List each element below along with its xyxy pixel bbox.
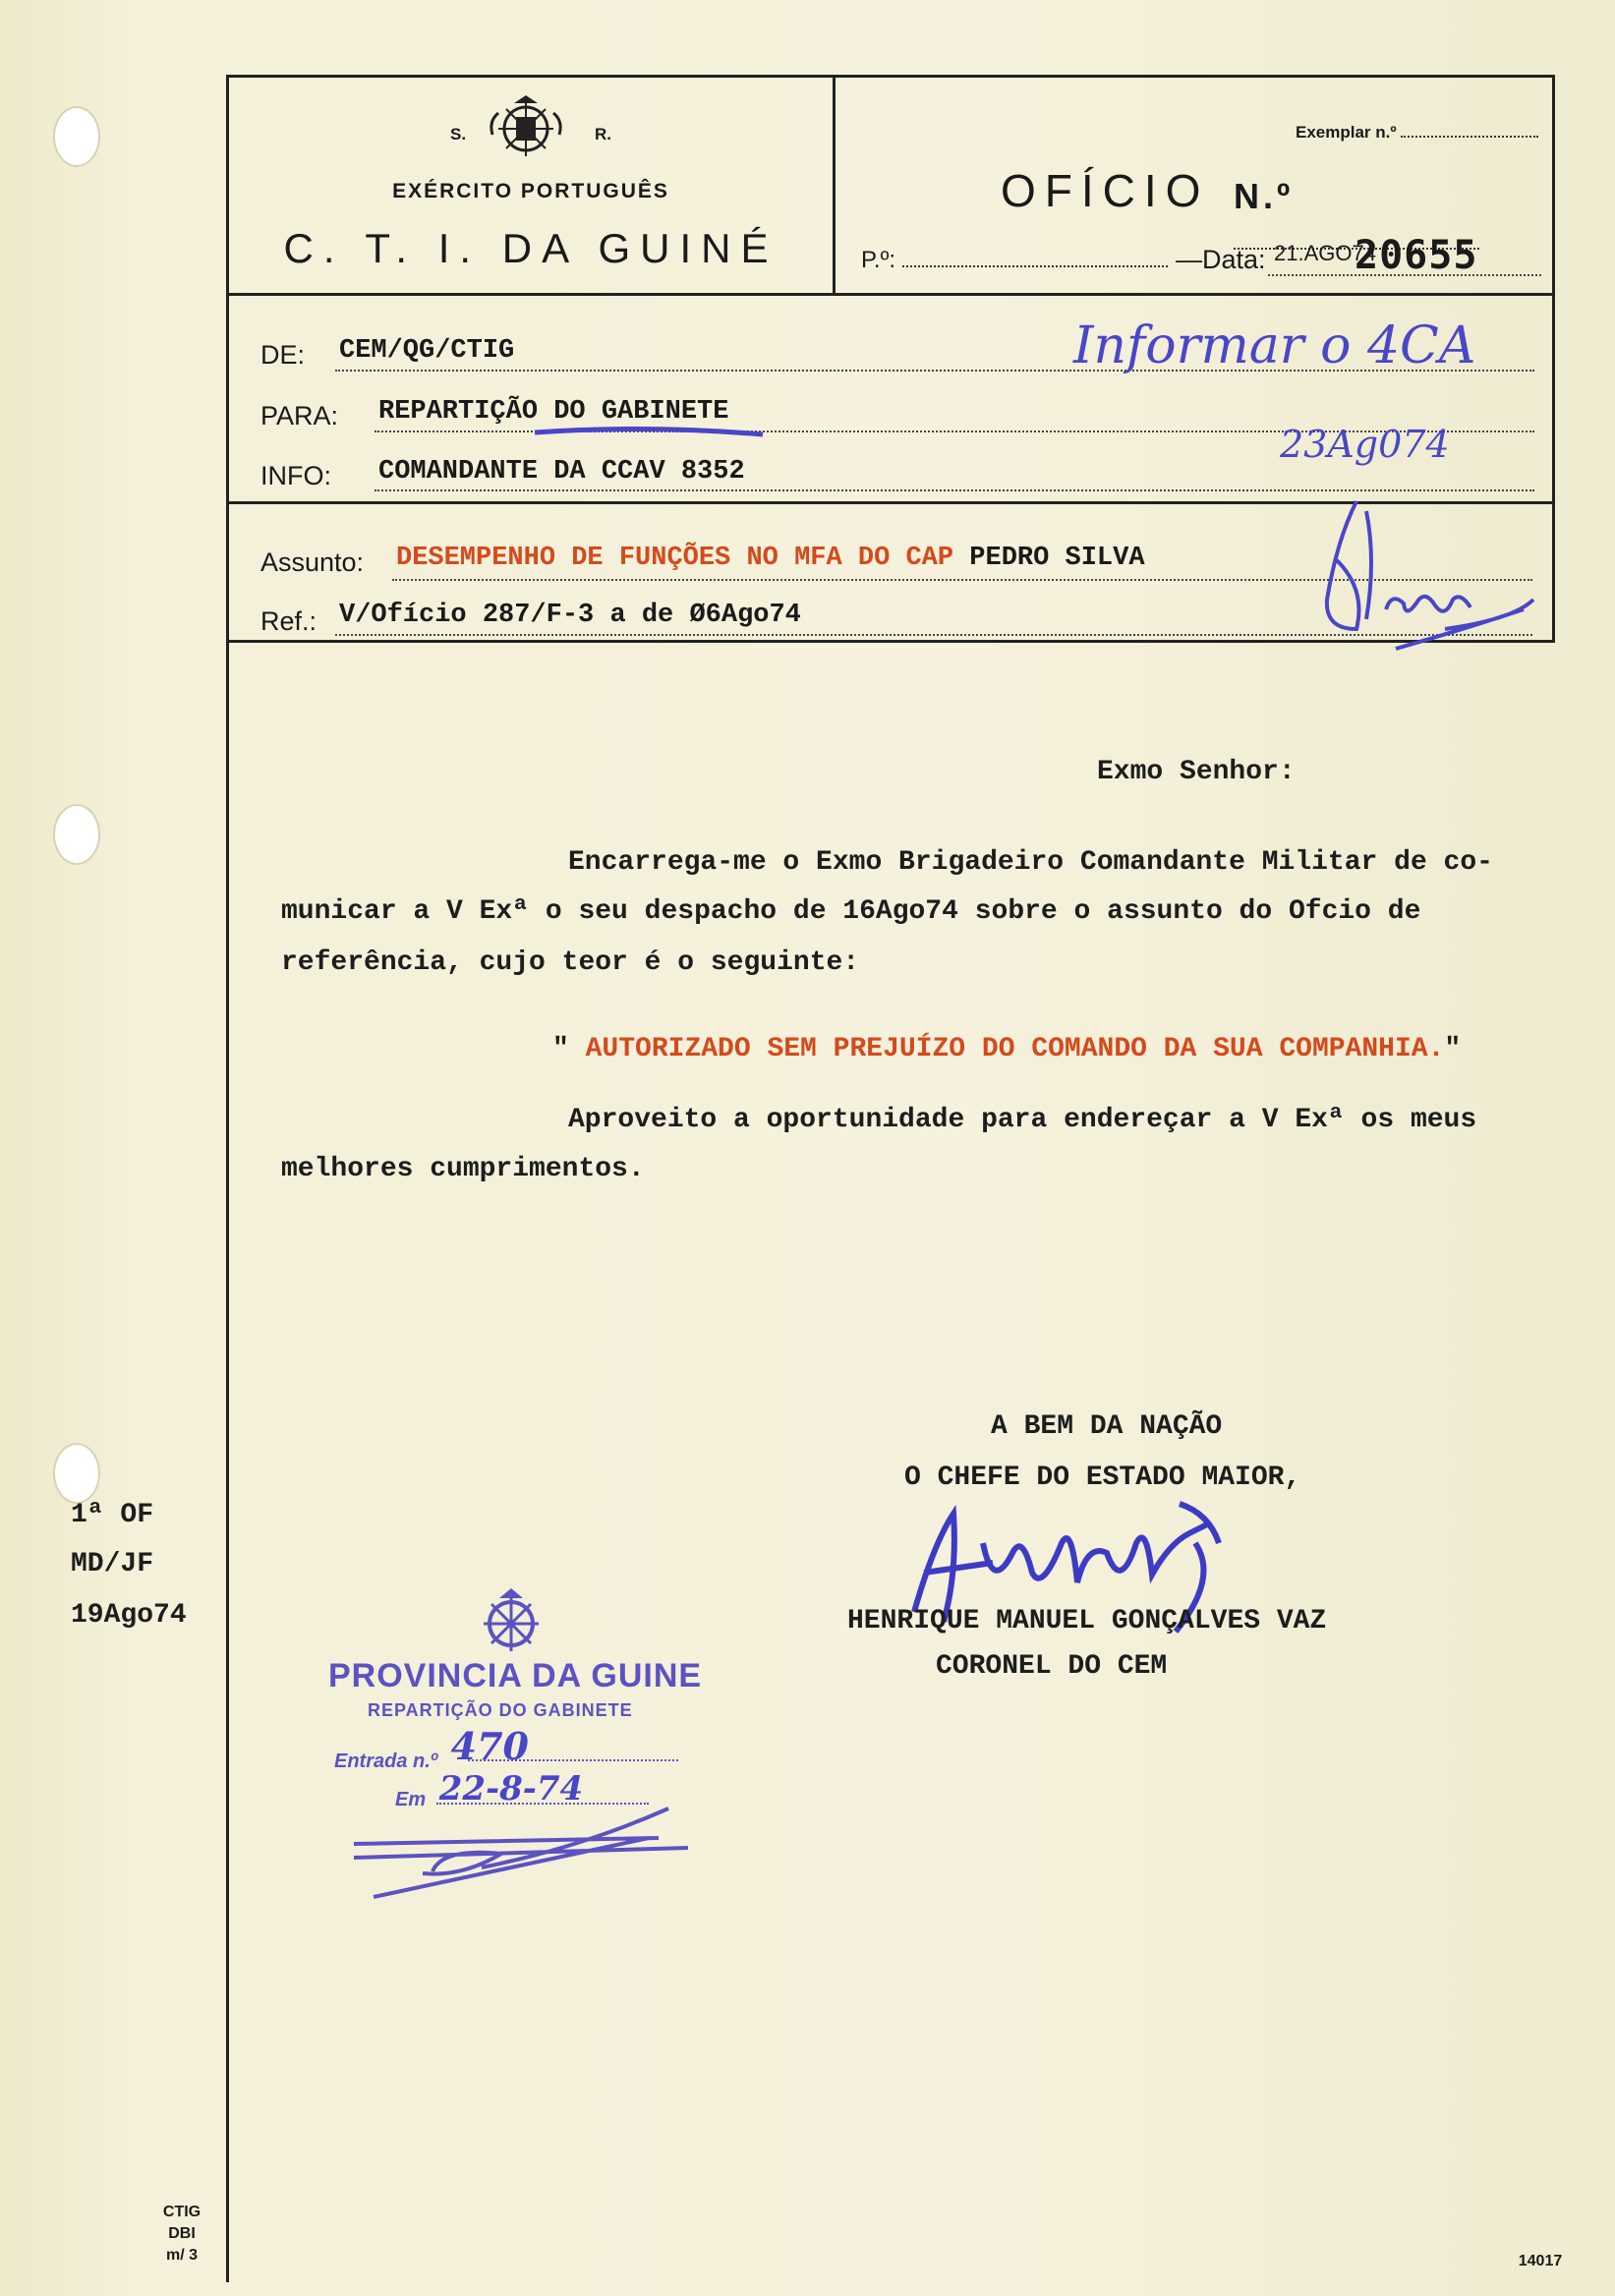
seal-letter-r: R. (595, 125, 611, 144)
unit-name: C. T. I. DA GUINÉ (283, 225, 779, 271)
stamp-em-value: 22-8-74 (438, 1769, 584, 1808)
salutation: Exmo Senhor: (1097, 757, 1296, 787)
closing-line-1: A BEM DA NAÇÃO (991, 1411, 1223, 1442)
signatory-name: HENRIQUE MANUEL GONÇALVES VAZ (847, 1606, 1327, 1636)
paragraph-1-line-3: referência, cujo teor é o seguinte: (281, 947, 860, 978)
exemplar-label: Exemplar n.º (1296, 123, 1538, 143)
assunto-value-name: PEDRO SILVA (969, 544, 1145, 573)
quote-open-mark: " (552, 1034, 569, 1064)
army-name: EXÉRCITO PORTUGUÊS (392, 180, 669, 202)
info-value: COMANDANTE DA CCAV 8352 (378, 457, 745, 487)
stamp-entrada-rule (468, 1759, 678, 1761)
left-margin-rule (226, 643, 229, 2282)
stamp-line-2: REPARTIÇÃO DO GABINETE (368, 1700, 633, 1720)
document-number-label: N.º (1234, 176, 1552, 258)
quoted-decision-text: AUTORIZADO SEM PREJUÍZO DO COMANDO DA SUA COMPANHIA. (585, 1034, 1445, 1064)
de-value: CEM/QG/CTIG (339, 336, 515, 366)
info-label: INFO: (260, 461, 331, 490)
document-type: OFÍCIO (1001, 165, 1210, 216)
form-code (147, 2202, 216, 2267)
margin-ref-line-1: 1ª OF (71, 1500, 154, 1530)
po-label: P.º: (861, 247, 1168, 274)
form-code-line-1: CTIG (162, 2204, 202, 2220)
stamp-initials-icon (334, 1799, 708, 1917)
quote-close-mark: " (1444, 1034, 1462, 1064)
exemplar-field (1401, 136, 1538, 138)
margin-ref-line-3: 19Ago74 (71, 1600, 187, 1631)
stamp-crest-icon (462, 1582, 560, 1661)
date-label: —Data: (1176, 245, 1266, 274)
assunto-value-highlight: DESEMPENHO DE FUNÇÕES NO MFA DO CAP (396, 544, 954, 573)
stamp-entrada-label: Entrada n.º (334, 1751, 438, 1772)
issuer-block (229, 78, 836, 293)
handwritten-initials (1298, 482, 1553, 678)
para-label: PARA: (260, 401, 339, 430)
stamp-line-1: PROVINCIA DA GUINE (328, 1657, 703, 1694)
stamp-entrada-value: 470 (450, 1724, 529, 1768)
margin-ref-line-2: MD/JF (71, 1549, 154, 1579)
para-value: REPARTIÇÃO DO GABINETE (378, 397, 729, 427)
registration-stamp-number: 20655 (1355, 233, 1478, 278)
form-code-line-3: m/ 3 (165, 2247, 198, 2264)
date-value: 21.AGO74 (1274, 241, 1376, 265)
punch-hole-top (53, 106, 100, 167)
quoted-decision (552, 1034, 1461, 1064)
punch-hole-bottom (53, 1443, 100, 1504)
assunto-value (396, 544, 1145, 573)
form-code-line-2: DBI (168, 2225, 196, 2242)
seal-letter-s: S. (450, 125, 467, 144)
handwritten-date: 23Ag074 (1280, 423, 1450, 466)
print-number: 14017 (1518, 2253, 1563, 2269)
date-rule (1268, 274, 1541, 276)
paragraph-1-line-1: Encarrega-me o Exmo Brigadeiro Comandante Militar de co- (568, 847, 1493, 878)
stamp-em-label: Em (395, 1789, 427, 1810)
paragraph-1-line-2: municar a V Exª o seu despacho de 16Ago74 sobre o assunto do Ofcio de (281, 896, 1421, 927)
coat-of-arms-icon (487, 95, 565, 160)
handwritten-annotation: Informar o 4CA (1073, 316, 1476, 375)
paragraph-2-line-1: Aproveito a oportunidade para endereçar a V Exª os meus (568, 1105, 1477, 1135)
signatory-rank: CORONEL DO CEM (936, 1651, 1168, 1682)
punch-hole-middle (53, 804, 100, 865)
para-underline-mark (531, 421, 767, 440)
de-label: DE: (260, 340, 306, 370)
document-id-block (836, 78, 1552, 293)
paragraph-2-line-2: melhores cumprimentos. (281, 1154, 645, 1184)
letterhead-top-row (229, 78, 1552, 296)
ref-value: V/Ofício 287/F-3 a de Ø6Ago74 (339, 601, 801, 630)
assunto-label: Assunto: (260, 547, 365, 577)
po-field (902, 265, 1168, 267)
closing-line-2: O CHEFE DO ESTADO MAIOR, (904, 1463, 1301, 1493)
ref-label: Ref.: (260, 606, 317, 636)
